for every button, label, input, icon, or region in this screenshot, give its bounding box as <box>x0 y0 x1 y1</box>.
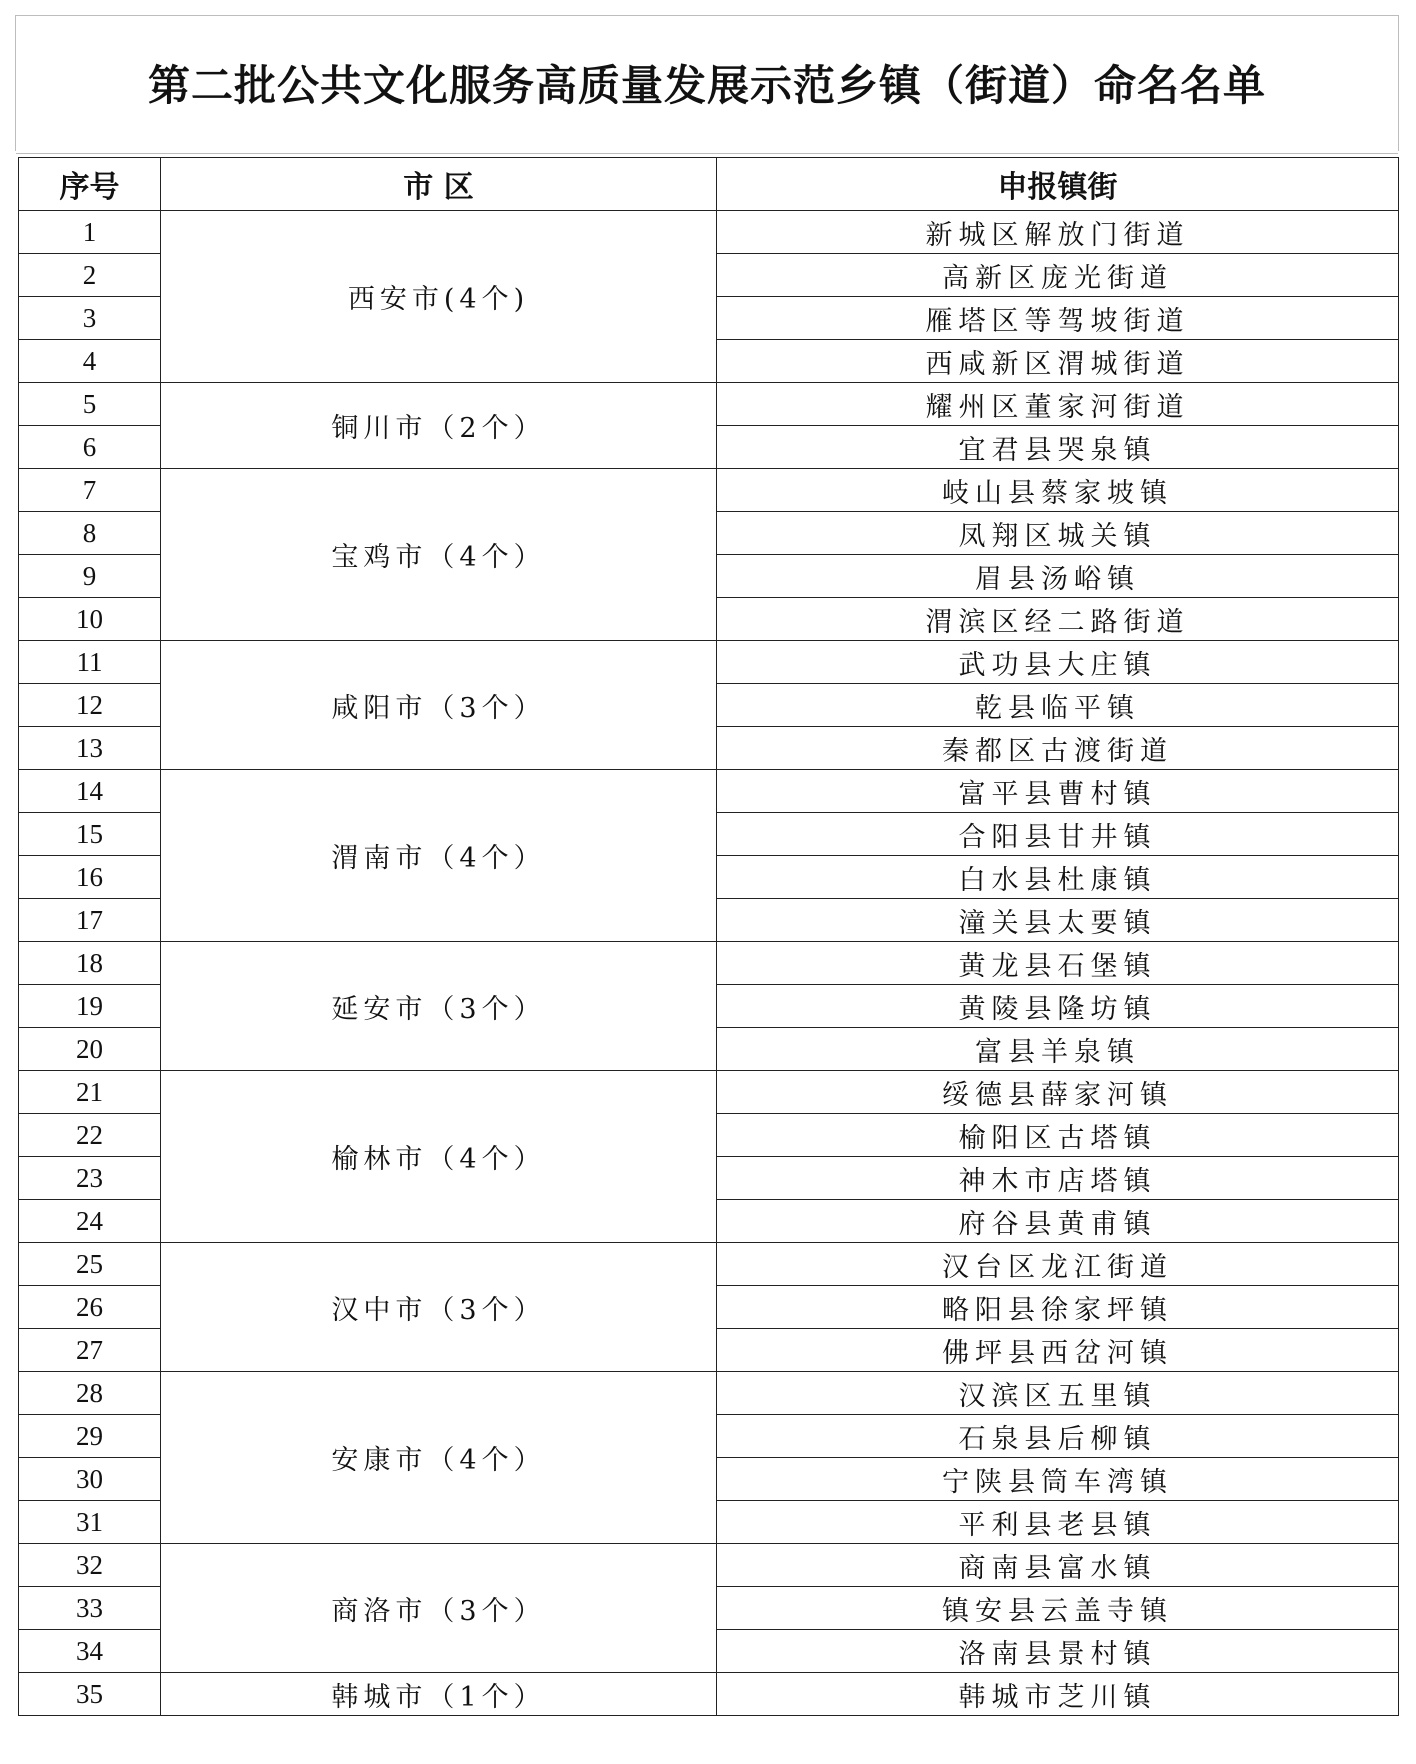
row-seq: 29 <box>19 1415 161 1458</box>
city-cell: 榆林市（4个） <box>161 1071 717 1243</box>
town-cell: 略阳县徐家坪镇 <box>717 1286 1399 1329</box>
town-cell: 武功县大庄镇 <box>717 641 1399 684</box>
city-cell: 宝鸡市（4个） <box>161 469 717 641</box>
table-row <box>19 641 1399 684</box>
town-cell: 合阳县甘井镇 <box>717 813 1399 856</box>
title-box <box>15 15 1399 151</box>
header-seq: 序号 <box>19 158 161 211</box>
row-seq: 2 <box>19 254 161 297</box>
town-cell: 岐山县蔡家坡镇 <box>717 469 1399 512</box>
table-row <box>19 1673 1399 1716</box>
table-row <box>19 1372 1399 1415</box>
town-cell: 榆阳区古塔镇 <box>717 1114 1399 1157</box>
row-seq: 30 <box>19 1458 161 1501</box>
row-seq: 13 <box>19 727 161 770</box>
town-cell: 眉县汤峪镇 <box>717 555 1399 598</box>
town-cell: 黄龙县石堡镇 <box>717 942 1399 985</box>
town-cell: 韩城市芝川镇 <box>717 1673 1399 1716</box>
town-cell: 镇安县云盖寺镇 <box>717 1587 1399 1630</box>
table-row <box>19 942 1399 985</box>
city-cell: 铜川市（2个） <box>161 383 717 469</box>
header-town: 申报镇街 <box>717 158 1399 211</box>
town-cell: 潼关县太要镇 <box>717 899 1399 942</box>
row-seq: 31 <box>19 1501 161 1544</box>
city-cell: 商洛市（3个） <box>161 1544 717 1673</box>
row-seq: 3 <box>19 297 161 340</box>
row-seq: 10 <box>19 598 161 641</box>
town-cell: 富平县曹村镇 <box>717 770 1399 813</box>
town-cell: 汉滨区五里镇 <box>717 1372 1399 1415</box>
town-cell: 白水县杜康镇 <box>717 856 1399 899</box>
town-cell: 宜君县哭泉镇 <box>717 426 1399 469</box>
table-row <box>19 770 1399 813</box>
row-seq: 15 <box>19 813 161 856</box>
city-cell: 安康市（4个） <box>161 1372 717 1544</box>
row-seq: 24 <box>19 1200 161 1243</box>
town-cell: 乾县临平镇 <box>717 684 1399 727</box>
row-seq: 6 <box>19 426 161 469</box>
row-seq: 25 <box>19 1243 161 1286</box>
town-cell: 耀州区董家河街道 <box>717 383 1399 426</box>
row-seq: 4 <box>19 340 161 383</box>
table-row <box>19 1071 1399 1114</box>
row-seq: 11 <box>19 641 161 684</box>
row-seq: 5 <box>19 383 161 426</box>
town-cell: 神木市店塔镇 <box>717 1157 1399 1200</box>
row-seq: 28 <box>19 1372 161 1415</box>
town-cell: 洛南县景村镇 <box>717 1630 1399 1673</box>
table-body <box>19 211 1399 1716</box>
town-cell: 凤翔区城关镇 <box>717 512 1399 555</box>
town-cell: 黄陵县隆坊镇 <box>717 985 1399 1028</box>
row-seq: 18 <box>19 942 161 985</box>
row-seq: 16 <box>19 856 161 899</box>
city-cell: 韩城市（1个） <box>161 1673 717 1716</box>
row-seq: 19 <box>19 985 161 1028</box>
town-cell: 新城区解放门街道 <box>717 211 1399 254</box>
town-cell: 石泉县后柳镇 <box>717 1415 1399 1458</box>
row-seq: 9 <box>19 555 161 598</box>
town-cell: 绥德县薛家河镇 <box>717 1071 1399 1114</box>
town-cell: 宁陕县筒车湾镇 <box>717 1458 1399 1501</box>
row-seq: 23 <box>19 1157 161 1200</box>
row-seq: 20 <box>19 1028 161 1071</box>
table-row <box>19 1243 1399 1286</box>
table-row <box>19 383 1399 426</box>
table-row <box>19 469 1399 512</box>
town-cell: 富县羊泉镇 <box>717 1028 1399 1071</box>
city-cell: 西安市(4个) <box>161 211 717 383</box>
town-cell: 秦都区古渡街道 <box>717 727 1399 770</box>
town-cell: 平利县老县镇 <box>717 1501 1399 1544</box>
row-seq: 7 <box>19 469 161 512</box>
row-seq: 33 <box>19 1587 161 1630</box>
town-cell: 汉台区龙江街道 <box>717 1243 1399 1286</box>
row-seq: 12 <box>19 684 161 727</box>
town-cell: 商南县富水镇 <box>717 1544 1399 1587</box>
row-seq: 34 <box>19 1630 161 1673</box>
row-seq: 35 <box>19 1673 161 1716</box>
row-seq: 8 <box>19 512 161 555</box>
town-list-table <box>18 157 1399 1716</box>
town-cell: 雁塔区等驾坡街道 <box>717 297 1399 340</box>
city-cell: 汉中市（3个） <box>161 1243 717 1372</box>
town-cell: 西咸新区渭城街道 <box>717 340 1399 383</box>
table-row <box>19 211 1399 254</box>
city-cell: 咸阳市（3个） <box>161 641 717 770</box>
row-seq: 17 <box>19 899 161 942</box>
town-cell: 佛坪县西岔河镇 <box>717 1329 1399 1372</box>
town-cell: 渭滨区经二路街道 <box>717 598 1399 641</box>
table-header-row <box>19 158 1399 211</box>
row-seq: 26 <box>19 1286 161 1329</box>
row-seq: 21 <box>19 1071 161 1114</box>
row-seq: 27 <box>19 1329 161 1372</box>
town-cell: 高新区庞光街道 <box>717 254 1399 297</box>
town-cell: 府谷县黄甫镇 <box>717 1200 1399 1243</box>
document-title: 第二批公共文化服务高质量发展示范乡镇（街道）命名名单 <box>147 61 1266 110</box>
row-seq: 22 <box>19 1114 161 1157</box>
row-seq: 1 <box>19 211 161 254</box>
row-seq: 14 <box>19 770 161 813</box>
city-cell: 延安市（3个） <box>161 942 717 1071</box>
header-city: 市 区 <box>161 158 717 211</box>
row-seq: 32 <box>19 1544 161 1587</box>
table-row <box>19 1544 1399 1587</box>
city-cell: 渭南市（4个） <box>161 770 717 942</box>
